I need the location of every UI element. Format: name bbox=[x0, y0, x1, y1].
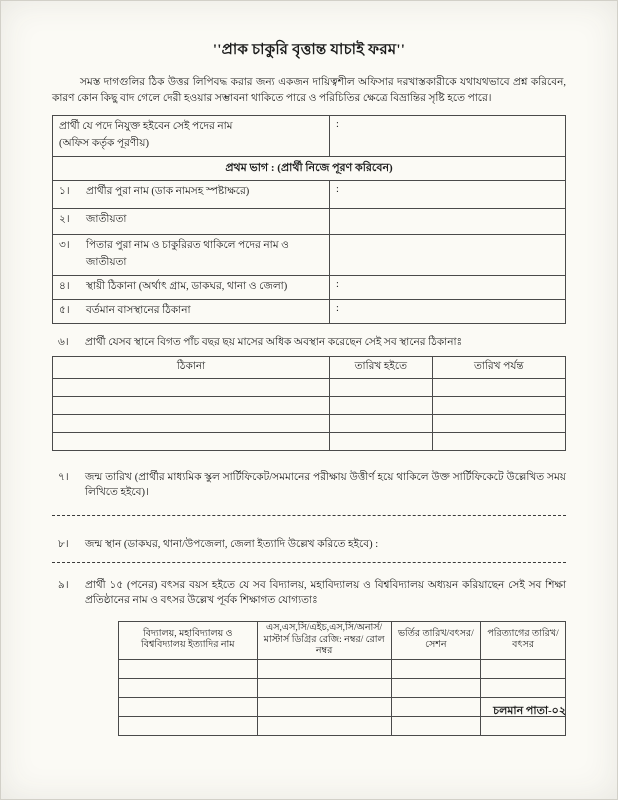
blank-cell bbox=[257, 698, 391, 717]
item-9-label: প্রার্থী ১৫ (পনের) বৎসর বয়স হইতে যে সব বিদ্যালয়, মহাবিদ্যালয় ও বিশ্ববিদ্যালয় অধ্যয়ন করিয়াছেন সেই সব শিক্ষা প্রতিষ্ঠানের নাম ও বৎসর উল্লেখ পূর্বক শিক্ষাগত যোগ্যতাঃ bbox=[85, 580, 566, 606]
row2-number: ২। bbox=[59, 213, 70, 225]
item-8 bbox=[52, 538, 566, 553]
row1-value-cell bbox=[330, 180, 566, 208]
row5-number: ৫। bbox=[59, 304, 70, 316]
separator-colon: : bbox=[336, 118, 339, 130]
blank-cell bbox=[481, 679, 566, 698]
residence-history-table bbox=[52, 356, 566, 451]
row2-label: জাতীয়তা bbox=[86, 213, 127, 225]
form-content bbox=[52, 38, 566, 736]
blank-cell bbox=[391, 660, 480, 679]
blank-cell bbox=[53, 433, 330, 451]
item-8-number: ৮। bbox=[58, 538, 69, 550]
residence-empty-row bbox=[53, 433, 566, 451]
education-header-admission: ভর্তির তারিখ/বৎসর/সেশন bbox=[391, 621, 480, 660]
residence-header-date-to: তারিখ পর্যন্ত bbox=[432, 357, 565, 379]
blank-cell bbox=[53, 415, 330, 433]
blank-cell bbox=[481, 660, 566, 679]
item-7 bbox=[52, 471, 566, 500]
blank-cell bbox=[119, 698, 258, 717]
item-9 bbox=[52, 579, 566, 608]
table-row-3 bbox=[53, 234, 566, 275]
residence-empty-row bbox=[53, 379, 566, 397]
table-row-post bbox=[53, 115, 566, 156]
row5-value-cell bbox=[330, 299, 566, 323]
row2-label-cell bbox=[53, 208, 330, 234]
section-header-row bbox=[53, 156, 566, 180]
row2-value-cell bbox=[330, 208, 566, 234]
education-empty-row bbox=[119, 679, 566, 698]
row4-label: স্থায়ী ঠিকানা (অর্থাৎ গ্রাম, ডাকঘর, থানা ও জেলা) bbox=[86, 280, 288, 292]
row3-label-cell bbox=[53, 234, 330, 275]
blank-cell bbox=[330, 379, 433, 397]
separator-colon: : bbox=[336, 183, 339, 195]
section-header: প্রথম ভাগ : (প্রার্থী নিজে পূরণ করিবেন) bbox=[53, 156, 566, 180]
table-row-4 bbox=[53, 275, 566, 299]
blank-cell bbox=[257, 679, 391, 698]
page-title: ''প্রাক চাকুরি বৃত্তান্ত যাচাই ফরম'' bbox=[212, 42, 406, 58]
separator-colon: : bbox=[336, 278, 339, 290]
continuation-note: চলমান পাতা-০২ bbox=[493, 705, 566, 717]
row3-number: ৩। bbox=[59, 239, 70, 251]
separator-colon: : bbox=[336, 302, 339, 314]
blank-cell bbox=[53, 379, 330, 397]
blank-cell bbox=[119, 679, 258, 698]
row1-number: ১। bbox=[59, 185, 70, 197]
part1-table bbox=[52, 115, 566, 324]
education-header-registration: এস,এস,সি/এইচ,এস,সি/অনার্স/মাস্টার্স ডিগ্রির রেজি: নম্বর/ রোল নম্বর bbox=[257, 621, 391, 660]
education-empty-row bbox=[119, 660, 566, 679]
table-row-5 bbox=[53, 299, 566, 323]
intro-paragraph: সমস্ত দাগগুলির ঠিক উত্তর লিপিবদ্ধ করার জন্য একজন দায়িত্বশীল অফিসার দরখাস্তকারীকে যথাযথভাবে প্রশ্ন করিবেন, কারণ কোন কিছু বাদ গেলে দেরী হওয়ার সম্ভাবনা থাকিতে পারে ও পরিচিতির ক্ষেত্রে বিভ্রান্তির সৃষ্টি হতে পারে। bbox=[52, 77, 566, 104]
item-8-label: জন্ম স্থান (ডাকঘর, থানা/উপজেলা, জেলা ইত্যাদি উল্লেখ করিতে হইবে) : bbox=[85, 538, 379, 550]
blank-cell bbox=[391, 717, 480, 736]
row1-label-cell bbox=[53, 180, 330, 208]
education-header-institution: বিদ্যালয়, মহাবিদ্যালয় ও বিশ্ববিদ্যালয় ইত্যাদির নাম bbox=[119, 621, 258, 660]
residence-header-address: ঠিকানা bbox=[53, 357, 330, 379]
row5-label: বর্তমান বাসস্থানের ঠিকানা bbox=[86, 304, 191, 316]
dashed-separator bbox=[52, 515, 566, 516]
item-6-number: ৬। bbox=[58, 336, 69, 348]
blank-cell bbox=[257, 717, 391, 736]
row4-label-cell bbox=[53, 275, 330, 299]
dashed-separator bbox=[52, 562, 566, 563]
item-7-number: ৭। bbox=[58, 472, 69, 484]
residence-header-date-from: তারিখ হইতে bbox=[330, 357, 433, 379]
row5-label-cell bbox=[53, 299, 330, 323]
residence-empty-row bbox=[53, 397, 566, 415]
table-row-2 bbox=[53, 208, 566, 234]
row3-label: পিতার পুরা নাম ও চাকুরিরত থাকিলে পদের নাম ও জাতীয়তা bbox=[86, 239, 289, 268]
row4-number: ৪। bbox=[59, 280, 70, 292]
education-header-row bbox=[119, 621, 566, 660]
blank-cell bbox=[330, 415, 433, 433]
education-header-leaving: পরিত্যাগের তারিখ/ বৎসর bbox=[481, 621, 566, 660]
blank-cell bbox=[257, 660, 391, 679]
blank-cell bbox=[119, 717, 258, 736]
table-row-1 bbox=[53, 180, 566, 208]
post-label-cell bbox=[53, 115, 330, 156]
blank-cell bbox=[391, 698, 480, 717]
blank-cell bbox=[330, 433, 433, 451]
blank-cell bbox=[53, 397, 330, 415]
residence-empty-row bbox=[53, 415, 566, 433]
blank-cell bbox=[432, 433, 565, 451]
item-9-number: ৯। bbox=[58, 580, 69, 592]
item-7-label: জন্ম তারিখ (প্রার্থীর মাধ্যমিক স্কুল সার্টিফিকেট/সমমানের পরীক্ষায় উত্তীর্ণ হয়ে থাকিলে উক্ত সার্টিফিকেটে উল্লেখিত সময় লিখিতে হইবে)। bbox=[85, 472, 566, 498]
residence-header-row bbox=[53, 357, 566, 379]
blank-cell bbox=[391, 679, 480, 698]
blank-cell bbox=[330, 397, 433, 415]
item-6 bbox=[52, 336, 566, 351]
post-sublabel: (অফিস কর্তৃক পূরণীয়) bbox=[59, 137, 149, 149]
blank-cell bbox=[432, 379, 565, 397]
row4-value-cell bbox=[330, 275, 566, 299]
post-label: প্রার্থী যে পদে নিযুক্ত হইবেন সেই পদের নাম bbox=[59, 120, 233, 132]
blank-cell bbox=[432, 415, 565, 433]
row3-value-cell bbox=[330, 234, 566, 275]
post-value-cell bbox=[330, 115, 566, 156]
blank-cell bbox=[432, 397, 565, 415]
item-6-label: প্রার্থী যেসব স্থানে বিগত পাঁচ বছর ছয় মাসের অধিক অবস্থান করেছেন সেই সব স্থানের ঠিকানাঃ bbox=[85, 336, 463, 348]
blank-cell bbox=[119, 660, 258, 679]
row1-label: প্রার্থীর পুরা নাম (ডাক নামসহ স্পষ্টাক্ষরে) bbox=[86, 185, 250, 197]
